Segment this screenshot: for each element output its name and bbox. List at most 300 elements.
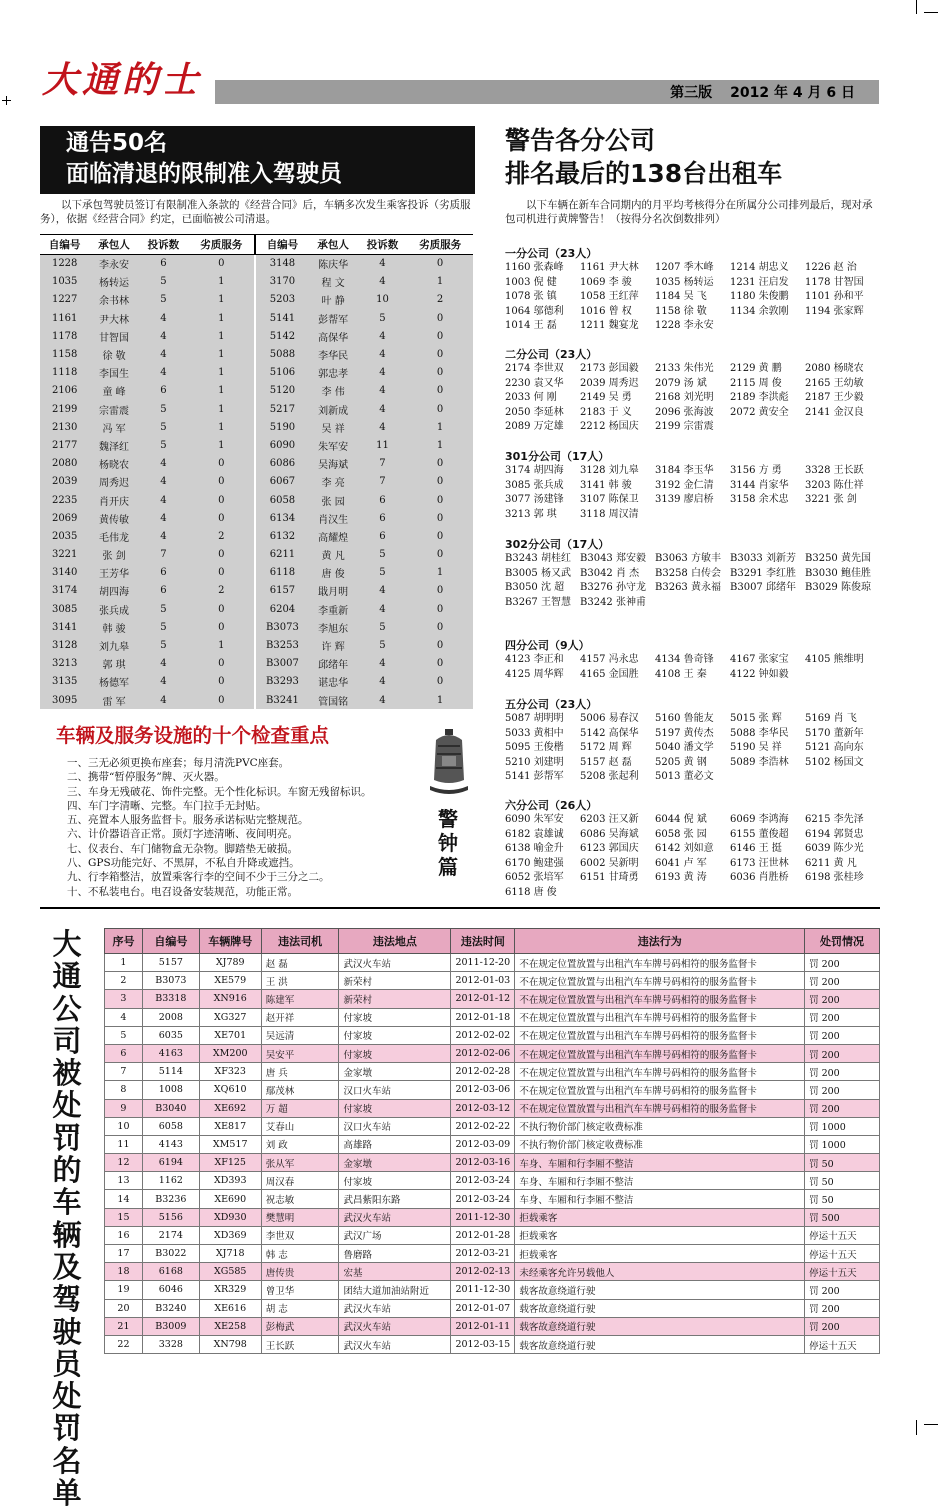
- table-cell: 罚 200: [805, 990, 880, 1008]
- table-cell: 韩 志: [261, 1245, 339, 1263]
- table-cell: 15: [105, 1208, 143, 1226]
- table-header-row: [105, 929, 880, 954]
- branch-entry: 2230 袁又华: [505, 377, 564, 389]
- branch-entry: 2187 王少毅: [805, 392, 864, 403]
- table-cell: 2012-02-06: [451, 1044, 515, 1062]
- table-cell: 彭帮军: [308, 309, 357, 327]
- crop-mark: [916, 0, 917, 14]
- column-header: 序号: [105, 929, 143, 954]
- table-cell: 0: [188, 655, 255, 673]
- table-cell: 4: [139, 473, 188, 491]
- branch-entry: 6086 吴海斌: [580, 828, 639, 840]
- table-cell: 0: [188, 491, 255, 509]
- table-cell: 徐 敬: [89, 345, 138, 363]
- branch-entry: 3221 张 剑: [805, 494, 857, 505]
- branch-group: [505, 347, 880, 435]
- table-cell: 5: [358, 618, 407, 636]
- table-cell: 罚 200: [805, 1026, 880, 1044]
- table-cell: 4: [358, 364, 407, 382]
- table-cell: 6157: [255, 582, 308, 600]
- table-cell: 杨德军: [89, 673, 138, 691]
- table-cell: XE701: [199, 1026, 261, 1044]
- table-cell: 1: [188, 309, 255, 327]
- table-cell: XN916: [199, 990, 261, 1008]
- table-cell: 2: [188, 527, 255, 545]
- table-cell: 1228: [40, 255, 89, 273]
- table-cell: 肖汉生: [308, 509, 357, 527]
- table-cell: 5190: [255, 418, 308, 436]
- table-cell: 4: [358, 418, 407, 436]
- table-cell: 5: [139, 436, 188, 454]
- table-cell: 6: [105, 1044, 143, 1062]
- table-cell: 1: [188, 364, 255, 382]
- table-cell: 魏泽红: [89, 436, 138, 454]
- column-header: 投诉数: [139, 235, 188, 255]
- branch-entry: B3263 黄永福: [655, 582, 721, 593]
- table-row: [105, 1081, 880, 1099]
- table-cell: XE258: [199, 1317, 261, 1335]
- table-cell: 胡四海: [89, 582, 138, 600]
- table-cell: 5: [358, 309, 407, 327]
- table-row: [40, 691, 473, 709]
- table-cell: 李永安: [89, 255, 138, 273]
- table-row: [105, 1263, 880, 1281]
- checklist-item: 八、GPS功能完好、不黑屏，不私自升降或遮挡。: [67, 857, 300, 870]
- branch-entry: B3030 鲍佳胜: [805, 567, 871, 579]
- table-cell: 停运十五天: [805, 1335, 880, 1353]
- branch-entry: 5141 彭帮军: [505, 771, 564, 782]
- table-row: [105, 1317, 880, 1335]
- table-cell: 武汉火车站: [339, 1208, 451, 1226]
- table-cell: XE692: [199, 1099, 261, 1117]
- table-cell: 1: [188, 273, 255, 291]
- table-cell: 6067: [255, 473, 308, 491]
- checklist-title: 车辆及服务设施的十个检查重点: [56, 724, 330, 747]
- table-row: [40, 436, 473, 454]
- table-cell: 10: [358, 291, 407, 309]
- branch-entry: 6203 汪又新: [580, 814, 639, 825]
- table-cell: 汉口火车站: [339, 1081, 451, 1099]
- branch-entry: 3144 肖家华: [730, 479, 789, 491]
- branch-entry: 5006 易春汉: [580, 713, 639, 724]
- branch-entry: B3029 陈俊琼: [805, 582, 871, 593]
- table-cell: 唐 兵: [261, 1063, 339, 1081]
- table-cell: 1: [188, 418, 255, 436]
- table-cell: 赵 磊: [261, 954, 339, 972]
- table-cell: XM200: [199, 1044, 261, 1062]
- table-cell: 谌忠华: [308, 673, 357, 691]
- branch-entry: B3033 刘新芳: [730, 553, 796, 564]
- table-cell: 6: [139, 255, 188, 273]
- table-row: [40, 273, 473, 291]
- table-cell: 21: [105, 1317, 143, 1335]
- table-cell: 7: [105, 1063, 143, 1081]
- branch-entry: 5157 赵 磊: [580, 756, 632, 768]
- table-cell: 2012-03-16: [451, 1154, 515, 1172]
- table-cell: 樊慧明: [261, 1208, 339, 1226]
- table-cell: 0: [407, 382, 473, 400]
- table-cell: 雷 军: [89, 691, 138, 709]
- table-cell: 尹大林: [89, 309, 138, 327]
- branch-entry: 6138 喻金升: [505, 843, 564, 854]
- table-row: [105, 1044, 880, 1062]
- table-cell: 王 洪: [261, 972, 339, 990]
- table-cell: 3085: [40, 600, 89, 618]
- table-cell: 1035: [40, 273, 89, 291]
- table-cell: XE690: [199, 1190, 261, 1208]
- table-cell: 0: [407, 400, 473, 418]
- table-cell: 1178: [40, 327, 89, 345]
- table-cell: 载客故意绕道行驶: [515, 1317, 805, 1335]
- table-cell: 甘智国: [89, 327, 138, 345]
- table-cell: 0: [407, 473, 473, 491]
- table-cell: 8: [105, 1081, 143, 1099]
- table-cell: 4: [358, 255, 407, 273]
- table-cell: 2080: [40, 455, 89, 473]
- notice-title-line2: 面临清退的限制准入驾驶员: [66, 161, 342, 187]
- branch-entry: 5095 王俊楷: [505, 742, 564, 753]
- crop-mark: [916, 1420, 917, 1435]
- column-header: 车辆牌号: [199, 929, 261, 954]
- table-row: [40, 509, 473, 527]
- table-cell: 拒载乘客: [515, 1208, 805, 1226]
- table-cell: 2012-02-22: [451, 1117, 515, 1135]
- column-header: 违法地点: [339, 929, 451, 954]
- table-cell: 0: [188, 255, 255, 273]
- branch-entry: 2165 王幼敏: [805, 377, 864, 389]
- table-cell: 3140: [40, 564, 89, 582]
- table-cell: 0: [407, 546, 473, 564]
- table-cell: 鄢茂林: [261, 1081, 339, 1099]
- table-cell: 6: [358, 527, 407, 545]
- table-cell: 罚 200: [805, 1044, 880, 1062]
- branch-entry: 4134 鲁奇锋: [655, 654, 714, 665]
- table-cell: 张从军: [261, 1154, 339, 1172]
- table-row: [40, 618, 473, 636]
- branch-entry: 5205 黄 钢: [655, 756, 707, 768]
- branch-entry: 6041 卢 军: [655, 857, 707, 869]
- branch-group-title: 五分公司（23人）: [505, 698, 598, 711]
- table-cell: 1: [188, 291, 255, 309]
- branch-group: [505, 537, 880, 610]
- table-row: [40, 600, 473, 618]
- table-cell: 罚 200: [805, 1081, 880, 1099]
- branch-entry: B3050 沈 超: [505, 582, 565, 593]
- branch-entry: 6123 郭国庆: [580, 843, 639, 854]
- table-row: [40, 345, 473, 363]
- table-cell: 5156: [142, 1208, 199, 1226]
- table-cell: 许 辉: [308, 636, 357, 654]
- table-cell: 不执行物价部门核定收费标准: [515, 1135, 805, 1153]
- branch-entry: 5033 黄相中: [505, 727, 564, 739]
- table-cell: 4: [139, 345, 188, 363]
- branch-entry: 1134 余敦刚: [730, 305, 789, 317]
- table-cell: 2069: [40, 509, 89, 527]
- branch-group-list: [505, 653, 880, 682]
- branch-entry: 1160 张森峰: [505, 262, 564, 273]
- table-cell: 罚 50: [805, 1172, 880, 1190]
- table-cell: 1158: [40, 345, 89, 363]
- table-cell: 20: [105, 1299, 143, 1317]
- table-cell: 罚 200: [805, 1063, 880, 1081]
- branch-entry: 1231 汪启发: [730, 276, 789, 288]
- branch-entry: 5089 李浩林: [730, 756, 789, 768]
- edition-label: 第三版: [670, 85, 713, 101]
- table-cell: 不在规定位置放置与出租汽车车牌号码相符的服务监督卡: [515, 972, 805, 990]
- table-cell: 王芳华: [89, 564, 138, 582]
- table-cell: 6194: [142, 1154, 199, 1172]
- table-cell: 拒载乘客: [515, 1245, 805, 1263]
- table-cell: 1: [188, 327, 255, 345]
- checklist: [67, 756, 372, 899]
- table-cell: 金家墩: [339, 1063, 451, 1081]
- branch-entry: 3213 郭 琪: [505, 508, 557, 520]
- table-cell: 6134: [255, 509, 308, 527]
- table-cell: 未经乘客允许另载他人: [515, 1263, 805, 1281]
- table-cell: 6035: [142, 1026, 199, 1044]
- branch-group: [505, 697, 880, 785]
- branch-entry: 3158 余术忠: [730, 494, 789, 505]
- table-cell: 不在规定位置放置与出租汽车车牌号码相符的服务监督卡: [515, 1044, 805, 1062]
- table-cell: 0: [188, 618, 255, 636]
- table-cell: XG585: [199, 1263, 261, 1281]
- branch-entry: 1016 曾 权: [580, 305, 632, 317]
- branch-entry: 6198 张桂珍: [805, 872, 864, 883]
- table-cell: 周秀迟: [89, 473, 138, 491]
- branch-entry: 2039 周秀迟: [580, 377, 639, 389]
- table-row: [40, 673, 473, 691]
- table-cell: 吴远清: [261, 1026, 339, 1044]
- table-cell: 4: [358, 273, 407, 291]
- branch-entry: 1178 甘智国: [805, 276, 864, 288]
- table-cell: 3174: [40, 582, 89, 600]
- table-cell: 1: [407, 564, 473, 582]
- branch-entry: 6036 肖胜桥: [730, 872, 789, 883]
- branch-entry: 1180 朱俊鹏: [730, 291, 789, 302]
- branch-group-title: 六分公司（26人）: [505, 799, 598, 812]
- table-cell: 2012-01-07: [451, 1299, 515, 1317]
- table-row: [105, 1063, 880, 1081]
- table-cell: 车身、车厢和行李厢不整洁: [515, 1154, 805, 1172]
- table-row: [40, 400, 473, 418]
- branch-entry: 2189 李洪彪: [730, 392, 789, 403]
- table-cell: 不在规定位置放置与出租汽车车牌号码相符的服务监督卡: [515, 1081, 805, 1099]
- column-header: 投诉数: [358, 235, 407, 255]
- table-cell: 武汉火车站: [339, 1299, 451, 1317]
- table-cell: 0: [188, 600, 255, 618]
- table-cell: 5141: [255, 309, 308, 327]
- branch-entry: 1069 李 骏: [580, 276, 632, 288]
- table-cell: 1118: [40, 364, 89, 382]
- table-row: [105, 1135, 880, 1153]
- table-cell: XE616: [199, 1299, 261, 1317]
- table-cell: 罚 1000: [805, 1135, 880, 1153]
- table-cell: 0: [407, 618, 473, 636]
- branch-entry: 1101 孙和平: [805, 291, 864, 302]
- table-row: [40, 291, 473, 309]
- table-cell: 1161: [40, 309, 89, 327]
- crop-mark: [924, 1424, 938, 1425]
- table-cell: 4: [139, 309, 188, 327]
- table-cell: 李重新: [308, 600, 357, 618]
- branch-entry: 4125 周华辉: [505, 668, 564, 680]
- table-cell: B3073: [255, 618, 308, 636]
- table-cell: 0: [188, 673, 255, 691]
- table-cell: 3095: [40, 691, 89, 709]
- table-cell: 0: [407, 309, 473, 327]
- table-cell: 刘新成: [308, 400, 357, 418]
- table-cell: 4: [139, 509, 188, 527]
- table-cell: XG327: [199, 1008, 261, 1026]
- branch-entry: 3128 刘九皋: [580, 465, 639, 476]
- branch-entry: 1064 邬德利: [505, 305, 564, 317]
- branch-entry: 4122 钟如毅: [730, 668, 789, 680]
- table-cell: 2012-03-15: [451, 1335, 515, 1353]
- branch-entry: 1161 尹大林: [580, 262, 639, 273]
- branch-entry: 2168 刘光明: [655, 392, 714, 403]
- crop-mark: [924, 12, 938, 13]
- table-cell: 李 亮: [308, 473, 357, 491]
- table-row: [105, 1154, 880, 1172]
- branch-entry: B3043 郑安毅: [580, 553, 646, 564]
- branch-group-list: [505, 362, 880, 435]
- table-cell: 7: [358, 455, 407, 473]
- branch-entry: 5197 黄传杰: [655, 727, 714, 739]
- table-row: [40, 364, 473, 382]
- table-cell: 宏基: [339, 1263, 451, 1281]
- table-cell: 4: [139, 673, 188, 691]
- table-cell: 万 超: [261, 1099, 339, 1117]
- table-cell: 载客故意绕道行驶: [515, 1335, 805, 1353]
- table-cell: 童 峰: [89, 382, 138, 400]
- table-cell: 不在规定位置放置与出租汽车车牌号码相符的服务监督卡: [515, 1026, 805, 1044]
- table-cell: 2012-01-28: [451, 1226, 515, 1244]
- branch-entry: 5160 鲁能友: [655, 713, 714, 724]
- table-cell: 5114: [142, 1063, 199, 1081]
- branch-entry: 2079 汤 斌: [655, 377, 707, 389]
- table-row: [105, 1335, 880, 1353]
- table-cell: 管国铭: [308, 691, 357, 709]
- table-cell: 罚 200: [805, 954, 880, 972]
- table-cell: 0: [407, 527, 473, 545]
- table-cell: 1: [188, 382, 255, 400]
- branch-entry: 6182 袁雄诚: [505, 828, 564, 840]
- table-cell: 郭 琪: [89, 655, 138, 673]
- table-cell: 不执行物价部门核定收费标准: [515, 1117, 805, 1135]
- table-cell: XE817: [199, 1117, 261, 1135]
- table-cell: 2011-12-20: [451, 954, 515, 972]
- branch-entry: 6044 倪 斌: [655, 814, 707, 825]
- branch-entry: 1014 王 磊: [505, 320, 557, 331]
- table-cell: 赵开祥: [261, 1008, 339, 1026]
- table-cell: 罚 200: [805, 1299, 880, 1317]
- table-row: [40, 418, 473, 436]
- table-cell: 罚 200: [805, 1317, 880, 1335]
- table-cell: 余书林: [89, 291, 138, 309]
- branch-entry: 1035 杨转运: [655, 276, 714, 288]
- penalty-table: [104, 928, 880, 1354]
- table-cell: 19: [105, 1281, 143, 1299]
- table-row: [105, 1172, 880, 1190]
- branch-group-list: [505, 464, 880, 522]
- table-cell: 李国生: [89, 364, 138, 382]
- column-header: 自编号: [142, 929, 199, 954]
- branch-entry: B3291 李红胜: [730, 567, 796, 579]
- table-row: [40, 473, 473, 491]
- table-cell: B3293: [255, 673, 308, 691]
- table-cell: 2012-03-24: [451, 1172, 515, 1190]
- table-row: [40, 564, 473, 582]
- table-cell: 2012-02-13: [451, 1263, 515, 1281]
- branch-entry: 5210 刘建明: [505, 756, 564, 768]
- checklist-item: 三、车身无残破花、饰件完整。无个性化标识。车窗无残留标识。: [67, 785, 372, 798]
- table-cell: 2008: [142, 1008, 199, 1026]
- branch-entry: 2212 杨国庆: [580, 421, 639, 432]
- branch-entry: 5169 肖 飞: [805, 713, 857, 724]
- branch-entry: 2133 朱伟光: [655, 363, 714, 374]
- branch-group-title: 302分公司（17人）: [505, 538, 610, 551]
- branch-entry: 1078 张 镇: [505, 291, 557, 302]
- branch-group-title: 301分公司（17人）: [505, 450, 610, 463]
- table-cell: 1: [188, 400, 255, 418]
- table-row: [40, 491, 473, 509]
- table-cell: 5: [139, 291, 188, 309]
- branch-entry: 3174 胡四海: [505, 465, 564, 476]
- column-header: 劣质服务: [407, 235, 473, 255]
- table-cell: 2: [188, 582, 255, 600]
- table-cell: 载客故意绕道行驶: [515, 1281, 805, 1299]
- table-cell: 6211: [255, 546, 308, 564]
- branch-group: [505, 638, 880, 682]
- table-cell: 周汉春: [261, 1172, 339, 1190]
- branch-entry: 3141 韩 骏: [580, 479, 632, 491]
- table-cell: 武汉火车站: [339, 1335, 451, 1353]
- table-cell: B3236: [142, 1190, 199, 1208]
- table-cell: 14: [105, 1190, 143, 1208]
- table-cell: 郭忠孝: [308, 364, 357, 382]
- table-cell: B3040: [142, 1099, 199, 1117]
- table-cell: 4: [139, 527, 188, 545]
- checklist-item: 十、不私装电台。电召设备安装规范，功能正常。: [67, 885, 298, 898]
- table-cell: 2012-02-28: [451, 1063, 515, 1081]
- column-header: 违法司机: [261, 929, 339, 954]
- table-cell: 停运十五天: [805, 1263, 880, 1281]
- table-cell: 6168: [142, 1263, 199, 1281]
- table-cell: 0: [407, 364, 473, 382]
- table-cell: 1: [407, 691, 473, 709]
- table-cell: 5157: [142, 954, 199, 972]
- branch-entry: 6193 黄 涛: [655, 872, 707, 883]
- branch-entry: 5208 张起利: [580, 771, 639, 782]
- table-cell: 2177: [40, 436, 89, 454]
- table-cell: 2012-01-11: [451, 1317, 515, 1335]
- table-cell: 2012-03-12: [451, 1099, 515, 1117]
- table-cell: 罚 200: [805, 1099, 880, 1117]
- table-cell: 2130: [40, 418, 89, 436]
- table-cell: 7: [358, 473, 407, 491]
- table-cell: B3007: [255, 655, 308, 673]
- checklist-item: 六、计价器语音正常。顶灯字迹清晰、夜间明亮。: [67, 828, 298, 841]
- branch-entry: 6173 汪世林: [730, 857, 789, 869]
- table-cell: 张 剑: [89, 546, 138, 564]
- table-cell: XF125: [199, 1154, 261, 1172]
- branch-entry: 2141 金汉良: [805, 406, 864, 418]
- table-cell: 5: [105, 1026, 143, 1044]
- table-cell: 张 园: [308, 491, 357, 509]
- branch-entry: 2050 李延林: [505, 406, 564, 418]
- table-cell: 0: [407, 636, 473, 654]
- branch-entry: 6090 朱军安: [505, 814, 564, 825]
